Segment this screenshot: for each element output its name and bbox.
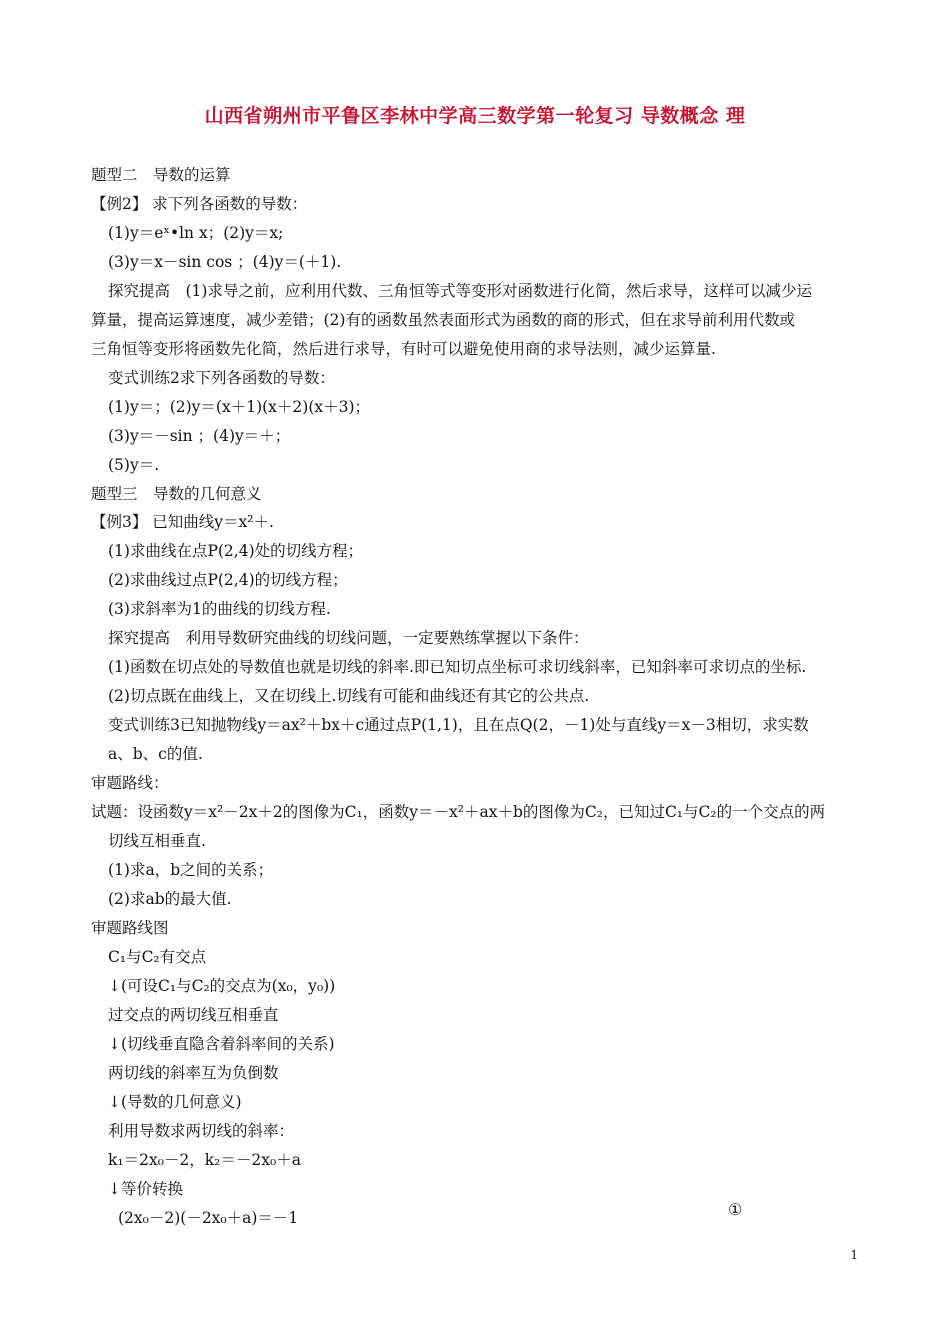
route-step-2: 过交点的两切线互相垂直 [108,1006,279,1024]
route-step-1: C₁与C₂有交点 [108,948,207,966]
insight-1-line-1: 探究提高 (1)求导之前，应利用代数、三角恒等式等变形对函数进行化简，然后求导，这样可以减少运 [108,282,812,300]
problem-line-2: 切线互相垂直. [108,832,206,850]
insight-1-line-3: 三角恒等变形将函数先化简，然后进行求导，有时可以避免使用商的求导法则，减少运算量. [91,340,716,358]
route-step-3: 两切线的斜率互为负倒数 [108,1064,279,1082]
route-diagram-heading: 审题路线图 [91,919,169,937]
insight-2-line-3: (2)切点既在曲线上，又在切线上.切线有可能和曲线还有其它的公共点. [108,687,590,705]
problem-line-1: 试题：设函数y＝x²－2x＋2的图像为C₁，函数y＝－x²＋ax＋b的图像为C₂，已知过C₁与C₂的一个交点的两 [91,803,826,821]
equation-marker: ① [728,1200,743,1219]
example-3-item-1: (1)求曲线在点P(2,4)处的切线方程； [108,542,364,560]
route-step-4: 利用导数求两切线的斜率： [108,1122,295,1140]
insight-1-line-2: 算量，提高运算速度，减少差错；(2)有的函数虽然表面形式为函数的商的形式，但在求导前利用代数或 [91,311,795,329]
section-heading-3: 题型三 导数的几何意义 [91,485,262,503]
example-2-item-2: (3)y＝x－sin cos ；(4)y＝(＋1). [108,253,342,271]
exercise-2-item-1: (1)y＝；(2)y＝(x＋1)(x＋2)(x＋3)； [108,398,371,416]
problem-item-1: (1)求a，b之间的关系； [108,861,274,879]
route-equation: (2x₀－2)(－2x₀＋a)＝－1 [118,1209,299,1227]
exercise-3-line-2: a、b、c的值. [108,745,203,763]
example-3-item-3: (3)求斜率为1的曲线的切线方程. [108,600,331,618]
insight-2-line-1: 探究提高 利用导数研究曲线的切线问题，一定要熟练掌握以下条件： [108,629,589,647]
route-arrow-2: ↓(切线垂直隐含着斜率间的关系) [108,1035,335,1053]
route-slopes: k₁＝2x₀－2，k₂＝－2x₀＋a [108,1151,301,1169]
problem-item-2: (2)求ab的最大值. [108,890,232,908]
exercise-2-item-3: (5)y＝. [108,456,160,474]
exercise-2-heading: 变式训练2求下列各函数的导数： [108,369,335,387]
example-2-item-1: (1)y＝eˣ•ln x；(2)y＝x; [108,224,284,242]
example-3-item-2: (2)求曲线过点P(2,4)的切线方程； [108,571,348,589]
exercise-3-line-1: 变式训练3已知抛物线y＝ax²＋bx＋c通过点P(1,1)，且在点Q(2，－1)处与直线y＝x－3相切，求实数 [108,716,809,734]
example-2-heading: 【例2】 求下列各函数的导数： [91,195,308,213]
example-3-heading: 【例3】 已知曲线y＝x²＋. [91,513,274,531]
document-title: 山西省朔州市平鲁区李林中学高三数学第一轮复习 导数概念 理 [204,105,746,127]
route-arrow-1: ↓(可设C₁与C₂的交点为(x₀，y₀)) [108,977,336,995]
route-heading: 审题路线： [91,774,169,792]
section-heading-2: 题型二 导数的运算 [91,166,231,184]
insight-2-line-2: (1)函数在切点处的导数值也就是切线的斜率.即已知切点坐标可求切线斜率，已知斜率可求切点的坐标. [108,658,807,676]
route-arrow-4: ↓等价转换 [108,1180,183,1198]
exercise-2-item-2: (3)y＝－sin ；(4)y＝＋； [108,427,291,445]
page-number: 1 [850,1248,858,1262]
route-arrow-3: ↓(导数的几何意义) [108,1093,242,1111]
